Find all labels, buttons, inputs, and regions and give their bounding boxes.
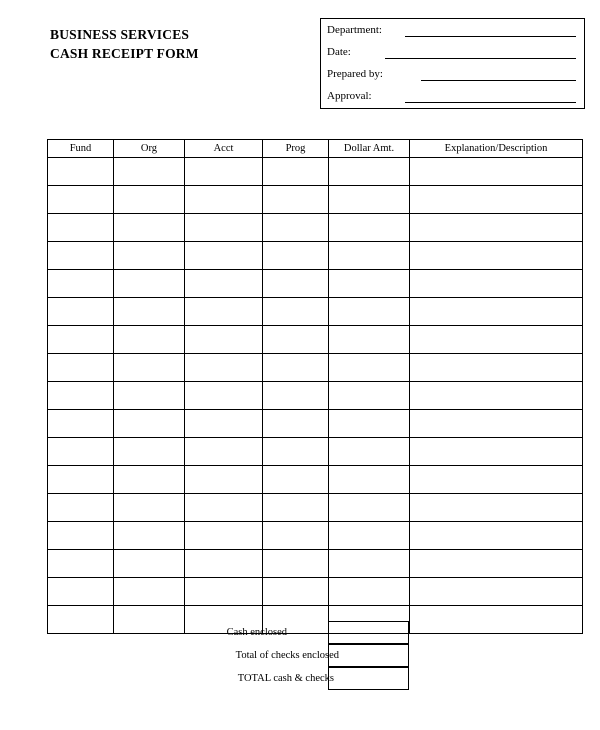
cell-fund[interactable]: [48, 270, 114, 298]
cell-acct[interactable]: [185, 326, 263, 354]
cell-prog[interactable]: [263, 578, 329, 606]
cell-acct[interactable]: [185, 382, 263, 410]
grand-total-field[interactable]: [328, 667, 409, 690]
cell-org[interactable]: [114, 410, 185, 438]
cell-org[interactable]: [114, 326, 185, 354]
cell-explanation[interactable]: [410, 242, 583, 270]
cell-prog[interactable]: [263, 158, 329, 186]
cell-prog[interactable]: [263, 494, 329, 522]
cell-explanation[interactable]: [410, 466, 583, 494]
cell-org[interactable]: [114, 354, 185, 382]
cell-explanation[interactable]: [410, 298, 583, 326]
prepared-by-row: [321, 63, 584, 85]
cell-acct[interactable]: [185, 270, 263, 298]
page-title-line-1: BUSINESS SERVICES: [50, 27, 190, 42]
cell-prog[interactable]: [263, 382, 329, 410]
cell-explanation[interactable]: [410, 578, 583, 606]
column-header-acct: Acct: [185, 140, 263, 158]
cell-fund[interactable]: [48, 354, 114, 382]
approval-field[interactable]: [405, 102, 576, 103]
cell-acct[interactable]: [185, 298, 263, 326]
cell-acct[interactable]: [185, 494, 263, 522]
total-row-checks-enclosed: [47, 644, 582, 667]
table-row: [48, 382, 583, 410]
cell-prog[interactable]: [263, 326, 329, 354]
cell-org[interactable]: [114, 466, 185, 494]
cell-org[interactable]: [114, 578, 185, 606]
total-checks-field[interactable]: [328, 644, 409, 667]
cell-prog[interactable]: [263, 410, 329, 438]
cell-prog[interactable]: [263, 438, 329, 466]
table-row: [48, 270, 583, 298]
total-row-cash-enclosed: [47, 621, 582, 644]
table-row: [48, 466, 583, 494]
cell-prog[interactable]: [263, 186, 329, 214]
cell-fund[interactable]: [48, 214, 114, 242]
cell-fund[interactable]: [48, 158, 114, 186]
table-row: [48, 438, 583, 466]
form-header: [0, 18, 600, 113]
cell-org[interactable]: [114, 298, 185, 326]
cell-fund[interactable]: [48, 186, 114, 214]
page-title: [50, 25, 199, 63]
cell-dollar-amt[interactable]: [329, 522, 410, 550]
cell-explanation[interactable]: [410, 186, 583, 214]
info-box: [320, 18, 585, 109]
cell-fund[interactable]: [48, 382, 114, 410]
cell-prog[interactable]: [263, 298, 329, 326]
entries-table: [47, 139, 583, 634]
column-header-org: Org: [114, 140, 185, 158]
cell-prog[interactable]: [263, 466, 329, 494]
cell-org[interactable]: [114, 494, 185, 522]
cell-org[interactable]: [114, 214, 185, 242]
cell-explanation[interactable]: [410, 550, 583, 578]
date-row: [321, 41, 584, 63]
cell-prog[interactable]: [263, 214, 329, 242]
department-label: Department:: [327, 24, 382, 36]
cell-dollar-amt[interactable]: [329, 242, 410, 270]
table-row: [48, 242, 583, 270]
totals-section: [47, 621, 582, 690]
cell-fund[interactable]: [48, 242, 114, 270]
table-row: [48, 298, 583, 326]
table-row: [48, 186, 583, 214]
cell-fund[interactable]: [48, 522, 114, 550]
cell-prog[interactable]: [263, 270, 329, 298]
date-label: Date:: [327, 46, 351, 58]
cell-explanation[interactable]: [410, 214, 583, 242]
cell-acct[interactable]: [185, 466, 263, 494]
cell-acct[interactable]: [185, 410, 263, 438]
column-header-fund: Fund: [48, 140, 114, 158]
cell-dollar-amt[interactable]: [329, 382, 410, 410]
cell-dollar-amt[interactable]: [329, 298, 410, 326]
table-row: [48, 410, 583, 438]
cell-dollar-amt[interactable]: [329, 186, 410, 214]
cell-dollar-amt[interactable]: [329, 326, 410, 354]
cell-explanation[interactable]: [410, 494, 583, 522]
cell-fund[interactable]: [48, 410, 114, 438]
cell-org[interactable]: [114, 550, 185, 578]
cell-acct[interactable]: [185, 242, 263, 270]
cell-prog[interactable]: [263, 242, 329, 270]
prepared-by-label: Prepared by:: [327, 68, 383, 80]
cell-fund[interactable]: [48, 298, 114, 326]
department-field[interactable]: [405, 36, 576, 37]
cell-acct[interactable]: [185, 438, 263, 466]
cell-fund[interactable]: [48, 494, 114, 522]
column-header-dollar-amt: Dollar Amt.: [329, 140, 410, 158]
cell-dollar-amt[interactable]: [329, 438, 410, 466]
cell-fund[interactable]: [48, 438, 114, 466]
cell-prog[interactable]: [263, 522, 329, 550]
cell-org[interactable]: [114, 270, 185, 298]
cell-org[interactable]: [114, 186, 185, 214]
cell-fund[interactable]: [48, 550, 114, 578]
table-row: [48, 214, 583, 242]
cell-fund[interactable]: [48, 466, 114, 494]
cash-enclosed-label: Cash enclosed: [226, 627, 287, 638]
cell-prog[interactable]: [263, 550, 329, 578]
cell-explanation[interactable]: [410, 354, 583, 382]
table-row: [48, 326, 583, 354]
column-header-prog: Prog: [263, 140, 329, 158]
cell-dollar-amt[interactable]: [329, 158, 410, 186]
entries-table-body: [48, 158, 583, 634]
cell-explanation[interactable]: [410, 522, 583, 550]
cell-acct[interactable]: [185, 550, 263, 578]
table-row: [48, 522, 583, 550]
approval-label: Approval:: [327, 90, 372, 102]
cell-acct[interactable]: [185, 186, 263, 214]
cell-org[interactable]: [114, 438, 185, 466]
cell-org[interactable]: [114, 158, 185, 186]
cell-dollar-amt[interactable]: [329, 578, 410, 606]
column-header-explanation: Explanation/Description: [410, 140, 583, 158]
total-checks-label: Total of checks enclosed: [235, 650, 339, 661]
cell-dollar-amt[interactable]: [329, 214, 410, 242]
cell-org[interactable]: [114, 382, 185, 410]
cell-acct[interactable]: [185, 578, 263, 606]
department-row: [321, 19, 584, 41]
cell-explanation[interactable]: [410, 270, 583, 298]
cell-org[interactable]: [114, 242, 185, 270]
prepared-by-field[interactable]: [421, 80, 576, 81]
cell-acct[interactable]: [185, 522, 263, 550]
total-row-grand-total: [47, 667, 582, 690]
cell-explanation[interactable]: [410, 438, 583, 466]
cell-explanation[interactable]: [410, 382, 583, 410]
cell-explanation[interactable]: [410, 410, 583, 438]
date-field[interactable]: [385, 58, 576, 59]
cell-acct[interactable]: [185, 158, 263, 186]
table-row: [48, 354, 583, 382]
table-row: [48, 158, 583, 186]
table-row: [48, 550, 583, 578]
cash-enclosed-field[interactable]: [328, 621, 409, 644]
approval-row: [321, 85, 584, 107]
table-row: [48, 578, 583, 606]
grand-total-label: TOTAL cash & checks: [237, 673, 334, 684]
cell-org[interactable]: [114, 522, 185, 550]
cell-acct[interactable]: [185, 354, 263, 382]
cell-dollar-amt[interactable]: [329, 270, 410, 298]
table-header-row: [48, 140, 583, 158]
cell-explanation[interactable]: [410, 158, 583, 186]
cell-dollar-amt[interactable]: [329, 410, 410, 438]
cell-explanation[interactable]: [410, 326, 583, 354]
cell-fund[interactable]: [48, 578, 114, 606]
cell-dollar-amt[interactable]: [329, 354, 410, 382]
cell-prog[interactable]: [263, 354, 329, 382]
cell-dollar-amt[interactable]: [329, 550, 410, 578]
cell-fund[interactable]: [48, 326, 114, 354]
cell-acct[interactable]: [185, 214, 263, 242]
cell-dollar-amt[interactable]: [329, 466, 410, 494]
cell-dollar-amt[interactable]: [329, 494, 410, 522]
table-row: [48, 494, 583, 522]
page-title-line-2: CASH RECEIPT FORM: [50, 46, 199, 61]
